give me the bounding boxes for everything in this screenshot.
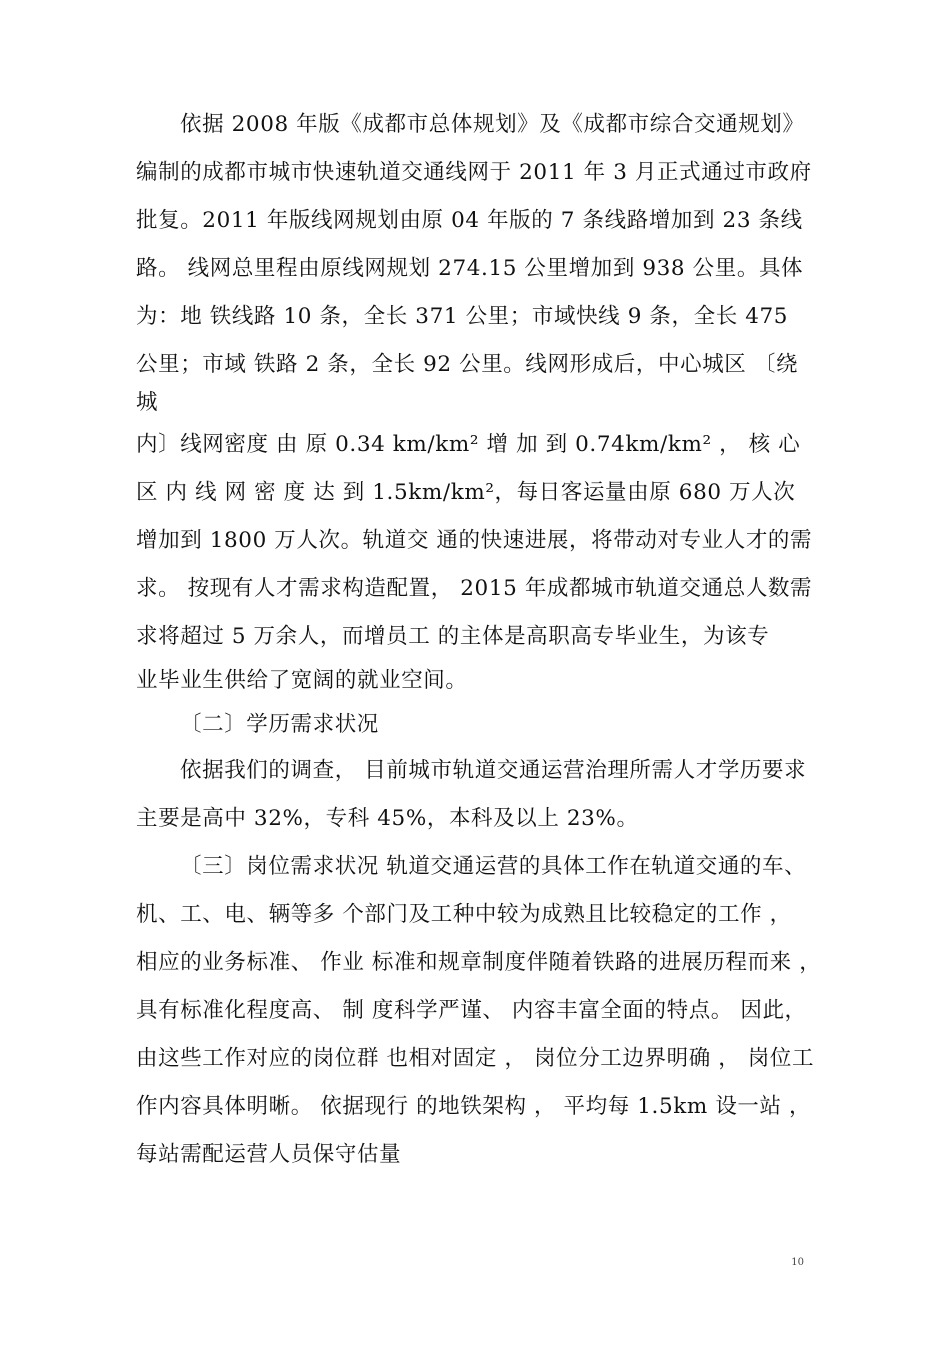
paragraph-1-line-5: 为：地 铁线路 10 条，全长 371 公里；市域快线 9 条，全长 475 [136, 304, 789, 329]
paragraph-1-line-9: 区 内 线 网 密 度 达 到 1.5km/km²，每日客运量由原 680 万人次 [136, 480, 796, 505]
section-3-line-2: 机、工、电、辆等多 个部门及工种中较为成熟且比较稳定的工作 ， [136, 902, 792, 927]
paragraph-1-line-6: 公里；市域 铁路 2 条，全长 92 公里。线网形成后，中心城区 〔绕 [136, 352, 799, 377]
section-3-line-4: 具有标准化程度高、 制 度科学严谨、 内容丰富全面的特点。 因此， [136, 998, 807, 1023]
paragraph-1-line-11: 求。 按现有人才需求构造配置， 2015 年成都城市轨道交通总人数需 [136, 576, 813, 601]
section-2-line-2: 主要是高中 32%，专科 45%，本科及以上 23%。 [136, 806, 639, 831]
paragraph-1-line-8: 内〕线网密度 由 原 0.34 km/km² 增 加 到 0.74km/km² ， 核 心 [136, 432, 801, 457]
page-number: 10 [791, 1257, 804, 1268]
section-3-line-5: 由这些工作对应的岗位群 也相对固定 ， 岗位分工边界明确 ， 岗位工 [136, 1046, 815, 1071]
paragraph-1-line-4: 路。 线网总里程由原线网规划 274.15 公里增加到 938 公里。具体 [136, 256, 804, 281]
paragraph-1-line-3: 批复。2011 年版线网规划由原 04 年版的 7 条线路增加到 23 条线 [136, 208, 803, 233]
paragraph-1-line-2: 编制的成都市城市快速轨道交通线网于 2011 年 3 月正式通过市政府 [136, 160, 812, 185]
paragraph-1-line-13: 业毕业生供给了宽阔的就业空间。 [136, 668, 468, 693]
section-3-line-3: 相应的业务标准、 作业 标准和规章制度伴随着铁路的进展历程而来 ， [136, 950, 822, 975]
section-2-heading: 〔二〕学历需求状况 [180, 712, 379, 737]
section-3-line-6: 作内容具体明晰。 依据现行 的地铁架构 ， 平均每 1.5km 设一站 ， [136, 1094, 812, 1119]
paragraph-1-line-1: 依据 2008 年版《成都市总体规划》及《成都市综合交通规划》 [180, 112, 805, 137]
paragraph-1-line-7: 城 [136, 390, 159, 415]
paragraph-1-line-12: 求将超过 5 万余人，而增员工 的主体是高职高专毕业生，为该专 [136, 624, 770, 649]
section-2-line-1: 依据我们的调查， 目前城市轨道交通运营治理所需人才学历要求 [180, 758, 807, 783]
section-3-line-1: 〔三〕岗位需求状况 轨道交通运营的具体工作在轨道交通的车、 [180, 854, 807, 879]
paragraph-1-line-10: 增加到 1800 万人次。轨道交 通的快速进展，将带动对专业人才的需 [136, 528, 813, 553]
section-3-line-7: 每站需配运营人员保守估量 [136, 1142, 402, 1167]
